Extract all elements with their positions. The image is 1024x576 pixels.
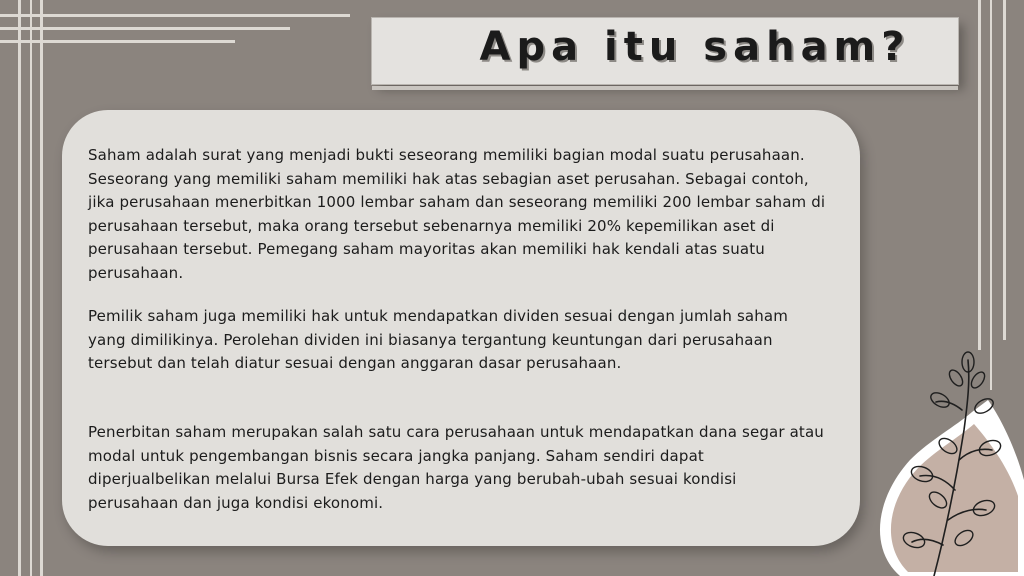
slide-title: Apa itu saham? [479,24,911,70]
decorative-line [978,0,981,350]
decorative-line [0,14,350,17]
decorative-line [990,0,992,390]
decorative-line [0,27,290,30]
decorative-line [0,40,235,43]
paragraph-issuance: Penerbitan saham merupakan salah satu cara perusahaan untuk mendapatkan dana segar atau modal untuk pengembangan bisnis secara jangka panjang. Saham sendiri dapat diperjualbelikan melalui Bursa Efek dengan harga yang berubah-ubah sesuai kondisi perusahaan dan juga kondisi ekonomi. [88,423,824,512]
title-banner [372,18,958,84]
plant-sticker-icon [860,350,1024,576]
decorative-line [18,0,21,576]
paragraph-dividend: Pemilik saham juga memiliki hak untuk mendapatkan dividen sesuai dengan jumlah saham yang dimilikinya. Perolehan dividen ini biasanya tergantung keuntungan dari perusahaan tersebut dan telah diatur sesuai dengan anggaran dasar perusahaan. [88,307,789,372]
decorative-line [40,0,43,576]
decorative-line [30,0,32,576]
paragraph-definition: Saham adalah surat yang menjadi bukti seseorang memiliki bagian modal suatu perusahaan. Seseorang yang memiliki saham memiliki hak atas sebagian aset perusahan. Sebagai contoh, jika perusahaan menerbitkan 1000 lembar saham dan seseorang memiliki 200 lembar saham di perusahaan tersebut, maka orang tersebut sebenarnya memiliki 20% kepemilikan aset di perusahaan tersebut. Pemegang saham mayoritas akan memiliki hak kendali atas suatu perusahaan. [88,146,826,282]
decorative-line [1003,0,1006,340]
